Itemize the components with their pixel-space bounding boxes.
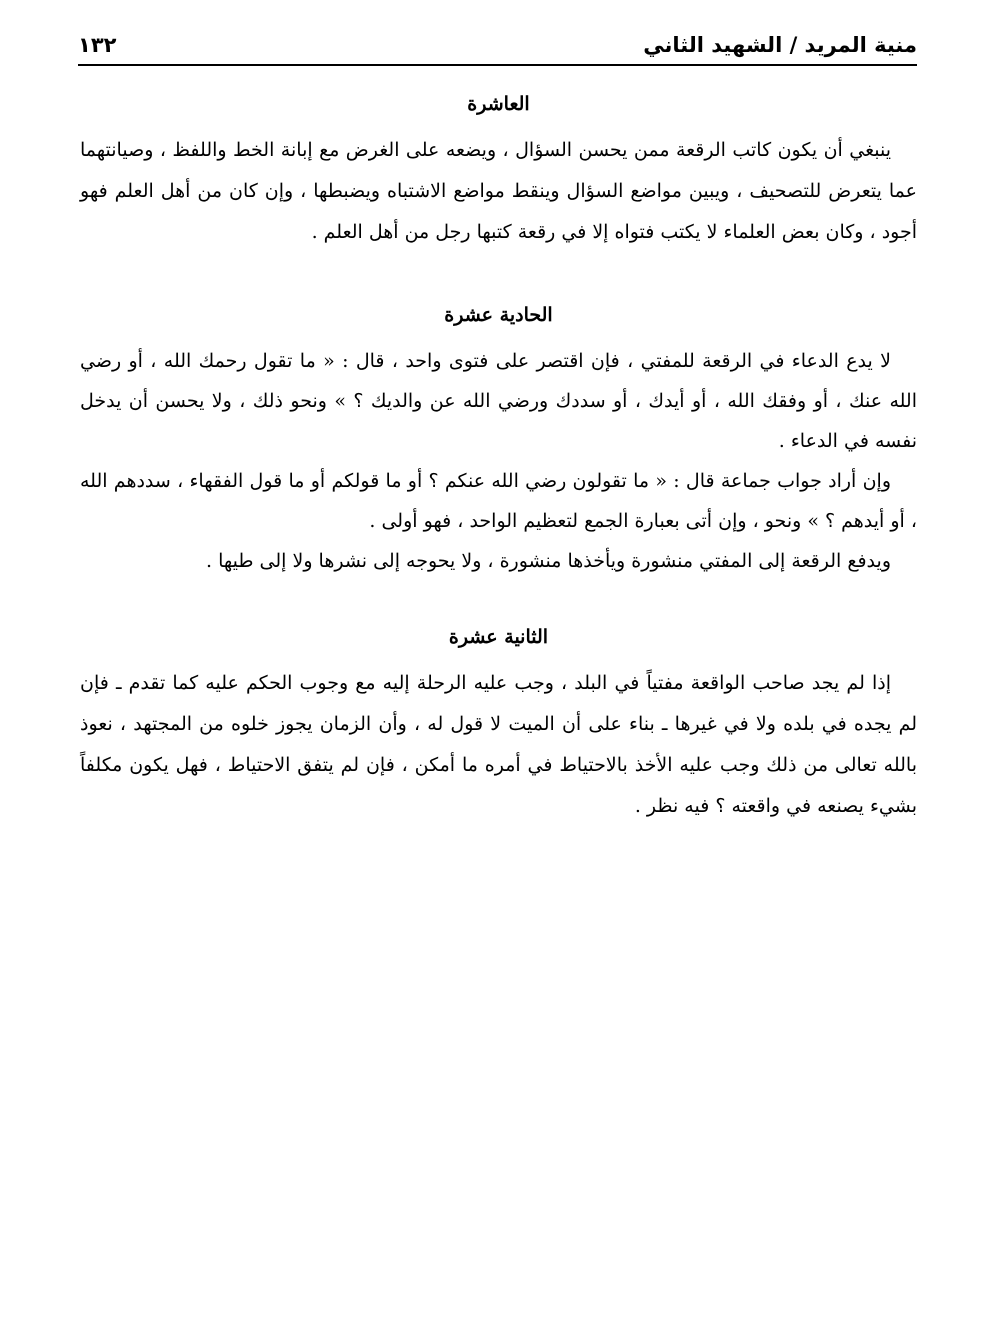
section-heading: الحادية عشرة [444, 304, 553, 326]
section-spacer [80, 581, 917, 623]
section-eleventh [80, 301, 917, 581]
section-heading: الثانية عشرة [448, 626, 549, 648]
paragraph: وإن أراد جواب جماعة قال : « ما تقولون رضي الله عنكم ؟ أو ما قولكم أو ما قول الفقهاء ، سددهم الله ، أو أيدهم ؟ » ونحو ، وإن أتى بعبارة الجمع لتعظيم الواحد ، فهو أولى . [80, 470, 917, 532]
page-body [80, 82, 917, 827]
page-number: ١٣٢ [78, 33, 117, 57]
section-tenth [80, 90, 917, 253]
section-heading: العاشرة [467, 93, 530, 115]
running-header [78, 26, 917, 66]
paragraph: إذا لم يجد صاحب الواقعة مفتياً في البلد ، وجب عليه الرحلة إليه مع وجوب الحكم عليه كما تقدم ـ فإن لم يجده في بلده ولا في غيرها ـ بناء على أن الميت لا قول له ، وأن الزمان يجوز خلوه من المجتهد ، نعوذ بالله تعالى من ذلك وجب عليه الأخذ بالاحتياط في أمره ما أمكن ، فإن لم يتفق الاحتياط ، فهل يكون مكلفاً بشيء يصنعه في واقعته ؟ فيه نظر . [80, 672, 917, 817]
section-twelfth [80, 623, 917, 827]
paragraph: ويدفع الرقعة إلى المفتي منشورة ويأخذها منشورة ، ولا يحوجه إلى نشرها ولا إلى طيها . [206, 550, 891, 572]
paragraph: ينبغي أن يكون كاتب الرقعة ممن يحسن السؤال ، ويضعه على الغرض مع إبانة الخط واللفظ ، وصيانتهما عما يتعرض للتصحيف ، ويبين مواضع السؤال وينقط مواضع الاشتباه ويضبطها ، وإن كان من أهل العلم فهو أجود ، وكان بعض العلماء لا يكتب فتواه إلا في رقعة كتبها رجل من أهل العلم . [80, 139, 917, 243]
running-title: منية المريد / الشهيد الثاني [643, 33, 917, 57]
section-spacer [80, 253, 917, 301]
paragraph: لا يدع الدعاء في الرقعة للمفتي ، فإن اقتصر على فتوى واحد ، قال : « ما تقول رحمك الله ، أو رضي الله عنك ، أو وفقك الله ، أو أيدك ، أو سددك ورضي الله عن والديك ؟ » ونحو ذلك ، ولا يحسن أن يدخل نفسه في الدعاء . [80, 350, 917, 452]
